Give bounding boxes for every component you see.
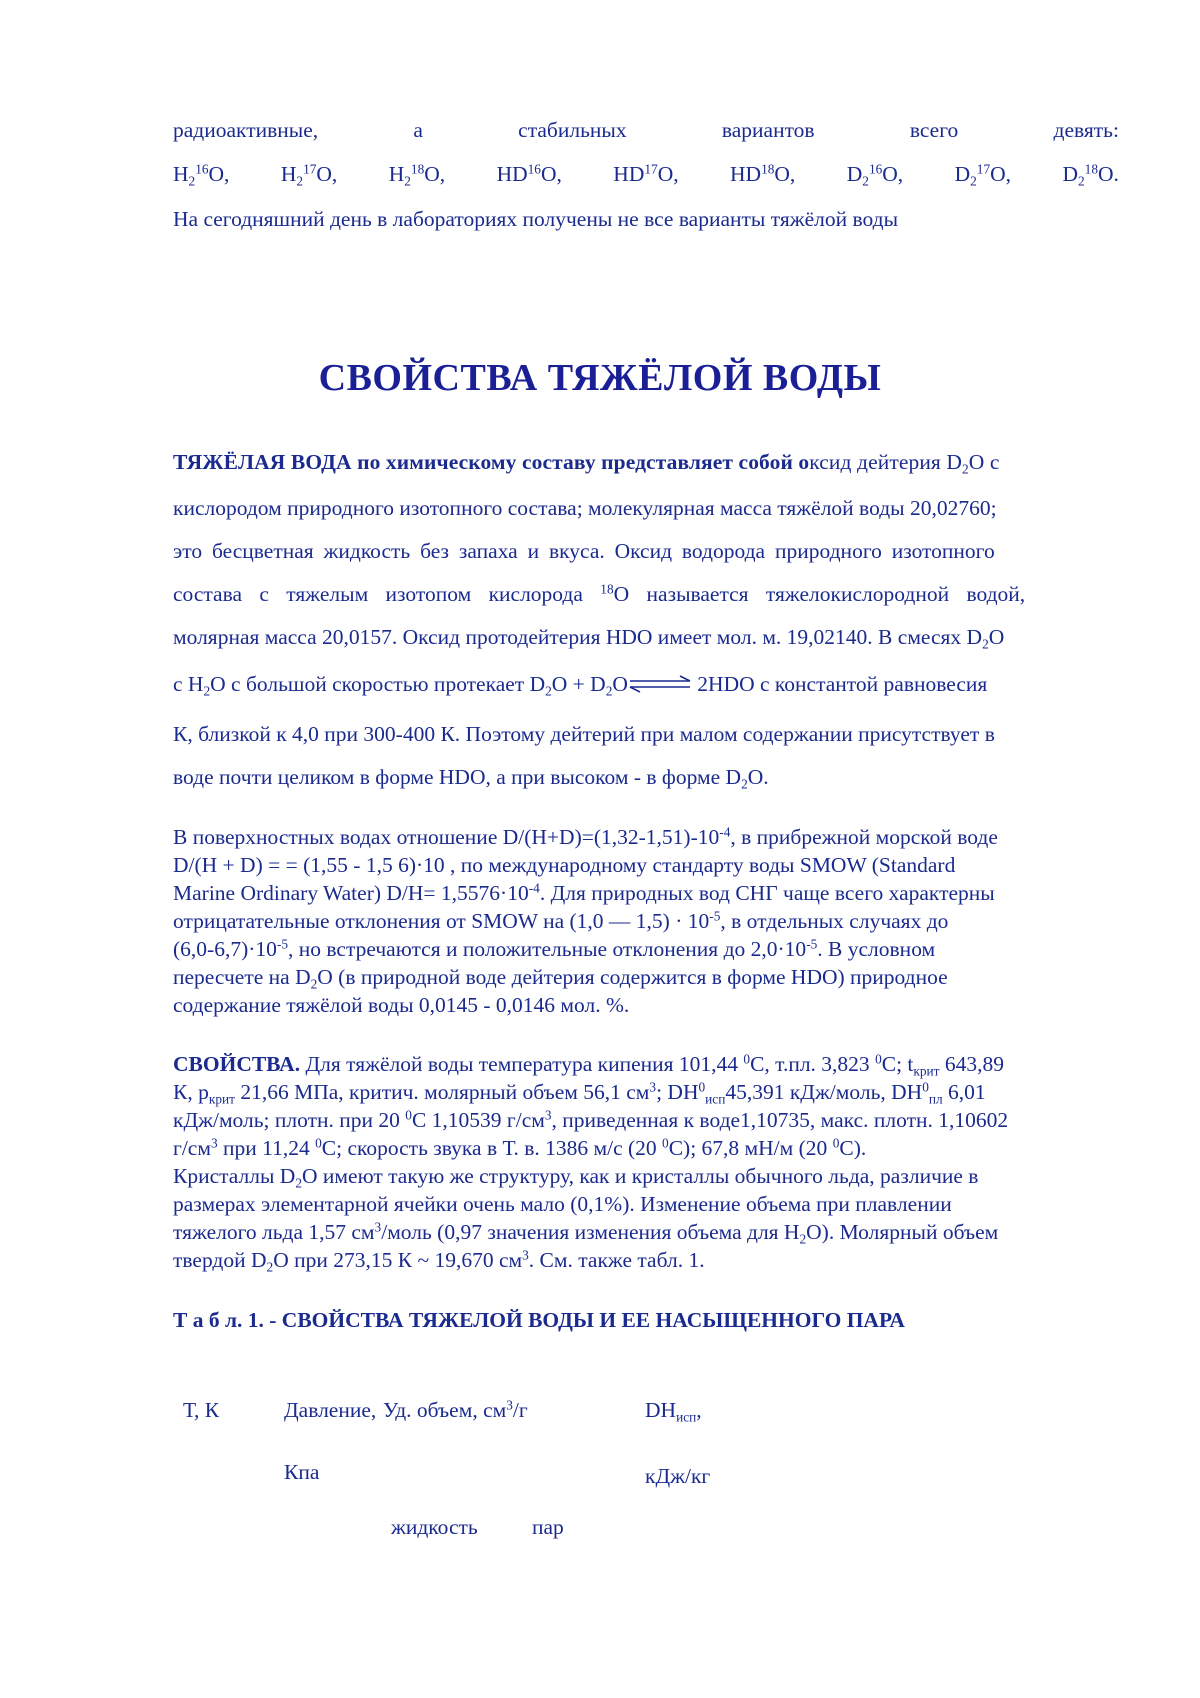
table-subheader-vapor: пар [532,1515,564,1539]
surface-line-5: $(6,0-6,7)\cdot 10^{-5}$, но встречаются и положительные отклонения до $2,0\cdot 10^{-5}$. В условном [173,936,936,961]
surface-line-1: В поверхностных водах отношение $D/(H+D)=(1,32-1,51)-10^{-4}$, в прибрежной морской воде [173,824,998,849]
isotopologue: $H_2^{16}O$, [173,161,230,189]
intro-line-3: это бесцветная жидкость без запаха и вкуса. Оксид водорода природного изотопного [173,539,995,563]
table-header-temperature: Т, К [183,1398,220,1422]
props-line-7: тяжелого льда 1,57 $см^3$/моль (0,97 значения изменения объема для $H_2O$). Молярный объем [173,1219,999,1247]
intro-line-5: молярная масса 20,0157. Оксид протодейтерия HDO имеет мол. м. 19,02140. В смесях $D_2O$ [173,625,1005,652]
isotopes-line-3: На сегодняшний день в лабораториях получены не все варианты тяжёлой воды [173,207,899,231]
props-line-6: размерах элементарной ячейки очень мало (0,1%). Изменение объема при плавлении [173,1192,952,1216]
props-line-5: Кристаллы $D_2O$ имеют такую же структуру, как и кристаллы обычного льда, различие в [173,1164,979,1191]
surface-line-6: пересчете на $D_2O$ (в природной воде дейтерия содержится в форме HDO) природное [173,965,948,992]
table-header-enthalpy: $DH_{исп}$, [645,1398,702,1425]
word: радиоактивные, [173,118,319,142]
isotopologue: HD$^{17}$O, [613,161,679,186]
isotopologue: $H_2^{17}O$, [280,161,338,189]
props-line-3: кДж/моль; плотн. при 20 $^0$С 1,10539 $г/см^3$, приведенная к воде1,10735, макс. плотн. 1,10602 [173,1107,1009,1132]
word: а [413,118,423,142]
intro-line-4: состава с тяжелым изотопом кислорода $^{18}$O называется тяжелокислородной водой, [173,581,1026,606]
isotopologue: $D_2^{18}O$. [1062,161,1119,189]
word: стабильных [518,118,627,142]
intro-line-2: кислородом природного изотопного состава; молекулярная масса тяжёлой воды 20,02760; [173,496,997,520]
props-line-8: твердой $D_2O$ при 273,15 К ~ 19,670 $см^3$. См. также табл. 1. [173,1247,705,1275]
props-line-2: К, $p_{крит}$ 21,66 МПа, критич. молярный объем 56,1 $см^3$; $DH^0_{исп}45,391$ кДж/моль, $DH^0_{пл}$ 6,01 [173,1079,986,1107]
isotopes-line-1 [173,116,1119,144]
section-title: СВОЙСТВА ТЯЖЁЛОЙ ВОДЫ [318,357,882,399]
equilibrium-arrow-icon [628,675,692,693]
table-header-specific-volume: Уд. объем, $см^3/г$ [383,1397,528,1422]
word: девять: [1053,118,1119,142]
isotopologue: HD$^{16}$O, [496,161,562,186]
word: вариантов [721,118,815,142]
isotopologue: $H_2^{18}O$, [388,161,446,189]
table-header-enthalpy-unit: кДж/кг [645,1464,711,1488]
isotopologue: HD$^{18}$O, [730,161,796,186]
isotopologue-list [173,160,1119,188]
table-header-pressure: Давление, [284,1398,377,1422]
surface-line-2: D/(H + D) = = (1,55 - 1,5 6)·10 , по международному стандарту воды SMOW (Standard [173,853,956,877]
surface-line-4: отрицатательные отклонения от SMOW на (1,0 — $1,5) \cdot 10^{-5}$, в отдельных случаях до [173,908,949,933]
table-caption: Т а б л. 1. - СВОЙСТВА ТЯЖЕЛОЙ ВОДЫ И ЕЕ НАСЫЩЕННОГО ПАРА [173,1308,905,1332]
table-header-pressure-unit: Кпа [284,1460,320,1484]
intro-line-6: с $H_2O$ с большой скоростью протекает $D_2O + D_2O$ 2HDO с константой равновесия [173,672,988,699]
isotopologue: $D_2^{17}O$, [954,161,1012,189]
intro-line-1: ТЯЖЁЛАЯ ВОДА по химическому составу представляет собой оксид дейтерия $D_2O$ с [173,450,1000,477]
props-line-4: $г/см^3$ при 11,24 $^0$С; скорость звука в Т. в. 1386 м/с (20 $^0$С); 67,8 мН/м (20 $^0$С). [173,1135,867,1160]
props-line-1: СВОЙСТВА. Для тяжёлой воды температура кипения 101,44 $^0$С, т.пл. 3,823 $^0$С; $t_{крит}$ 643,89 [173,1051,1005,1079]
surface-line-7: содержание тяжёлой воды 0,0145 - 0,0146 мол. %. [173,993,630,1017]
table-subheader-liquid: жидкость [391,1515,478,1539]
word: всего [909,118,959,142]
intro-line-8: воде почти целиком в форме HDO, а при высоком - в форме $D_2O$. [173,765,769,792]
intro-line-7: К, близкой к 4,0 при 300-400 К. Поэтому дейтерий при малом содержании присутствует в [173,722,995,746]
isotopologue: $D_2^{16}O$, [846,161,904,189]
surface-line-3: Marine Ordinary Water) $D/H= 1,5576\cdot 10^{-4}$. Для природных вод СНГ чаще всего характерны [173,880,995,905]
